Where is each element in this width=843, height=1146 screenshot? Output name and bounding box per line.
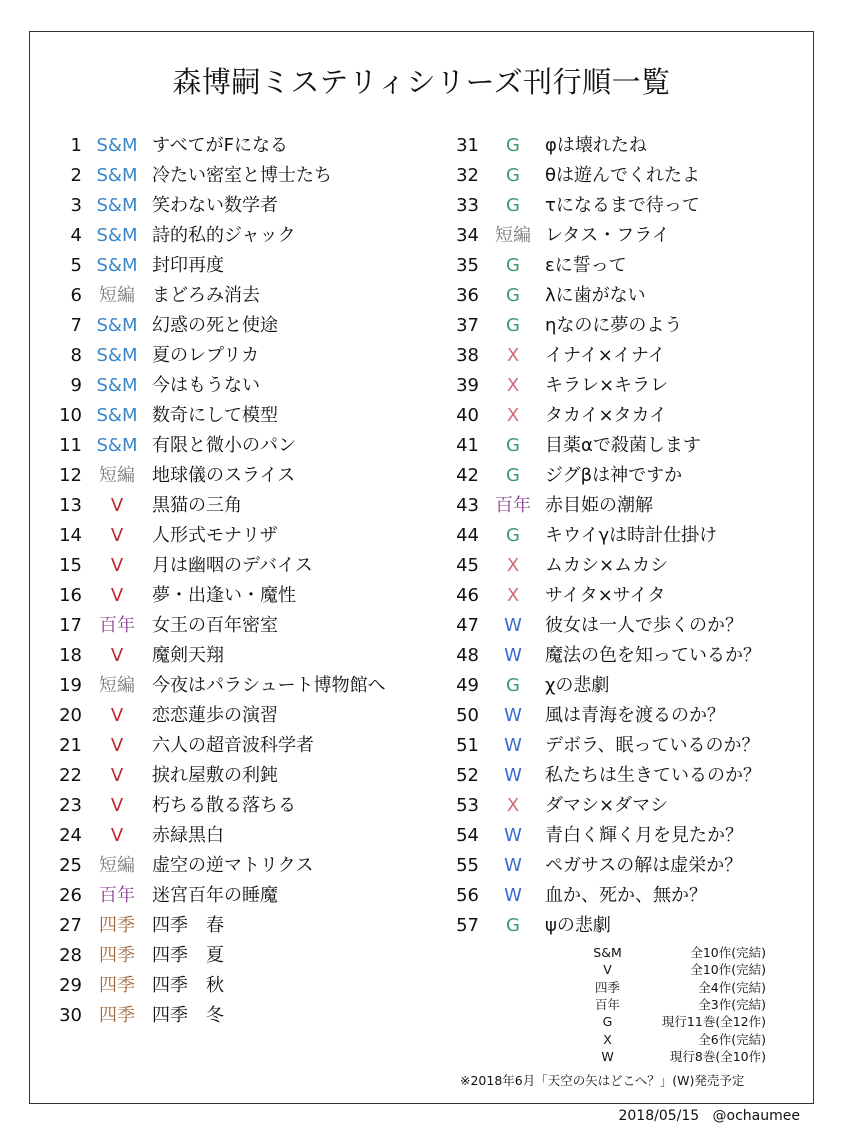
book-number: 24 bbox=[59, 825, 82, 846]
book-series: W bbox=[504, 705, 522, 726]
book-series: G bbox=[506, 675, 520, 696]
book-number: 25 bbox=[59, 855, 82, 876]
book-row bbox=[50, 281, 400, 311]
book-title: 青白く輝く月を見たか？ bbox=[545, 825, 743, 846]
legend-series: X bbox=[603, 1031, 612, 1047]
book-row bbox=[50, 401, 400, 431]
book-series: W bbox=[504, 855, 522, 876]
book-row bbox=[50, 131, 400, 161]
book-series: V bbox=[110, 495, 124, 516]
book-row bbox=[447, 911, 797, 941]
book-number: 40 bbox=[456, 405, 479, 426]
legend-row bbox=[560, 1031, 775, 1048]
legend-row bbox=[560, 996, 775, 1013]
book-row bbox=[50, 911, 400, 941]
book-series: 四季 bbox=[99, 1005, 135, 1026]
book-row bbox=[447, 821, 797, 851]
book-number: 5 bbox=[70, 255, 82, 276]
book-row bbox=[447, 731, 797, 761]
book-title: 朽ちる散る落ちる bbox=[152, 795, 296, 816]
book-number: 26 bbox=[59, 885, 82, 906]
book-series: W bbox=[504, 765, 522, 786]
book-row bbox=[447, 881, 797, 911]
book-number: 56 bbox=[456, 885, 479, 906]
legend-row bbox=[560, 961, 775, 978]
book-row bbox=[50, 611, 400, 641]
book-series: G bbox=[506, 255, 520, 276]
book-series: X bbox=[506, 345, 520, 366]
book-number: 54 bbox=[456, 825, 479, 846]
book-series: S&M bbox=[96, 255, 138, 276]
book-row bbox=[50, 221, 400, 251]
book-row bbox=[447, 131, 797, 161]
book-series: 短編 bbox=[495, 225, 531, 246]
book-title: λに歯がない bbox=[545, 285, 646, 306]
book-number: 13 bbox=[59, 495, 82, 516]
book-row bbox=[447, 641, 797, 671]
book-title: サイタ×サイタ bbox=[545, 585, 666, 606]
book-row bbox=[447, 221, 797, 251]
book-number: 52 bbox=[456, 765, 479, 786]
book-title: 魔法の色を知っているか？ bbox=[545, 645, 761, 666]
book-series: X bbox=[506, 585, 520, 606]
legend-status: 全10作(完結) bbox=[690, 945, 766, 960]
book-title: すべてがFになる bbox=[152, 135, 288, 156]
book-title: 赤目姫の潮解 bbox=[545, 495, 653, 516]
book-series: W bbox=[504, 825, 522, 846]
book-series: W bbox=[504, 615, 522, 636]
book-title: χの悲劇 bbox=[545, 675, 610, 696]
legend-series: G bbox=[602, 1014, 613, 1030]
book-row bbox=[447, 521, 797, 551]
book-title: 捩れ屋敷の利鈍 bbox=[152, 765, 278, 786]
book-title: ψの悲劇 bbox=[545, 915, 611, 936]
legend-status: 現行8巻(全10作) bbox=[669, 1048, 766, 1064]
book-series: 百年 bbox=[495, 495, 531, 516]
book-number: 30 bbox=[59, 1005, 82, 1026]
legend-series: 百年 bbox=[594, 996, 620, 1012]
book-row bbox=[50, 941, 400, 971]
legend-status: 現行11巻(全12作) bbox=[661, 1014, 766, 1030]
book-title: 四季 冬 bbox=[152, 1005, 224, 1026]
book-row bbox=[447, 551, 797, 581]
book-row bbox=[50, 191, 400, 221]
book-number: 6 bbox=[70, 285, 82, 306]
book-title: ムカシ×ムカシ bbox=[545, 555, 669, 576]
book-row bbox=[50, 251, 400, 281]
book-number: 8 bbox=[70, 345, 82, 366]
book-row bbox=[50, 971, 400, 1001]
book-number: 49 bbox=[456, 675, 479, 696]
book-row bbox=[50, 671, 400, 701]
book-title: 四季 秋 bbox=[152, 975, 224, 996]
book-number: 38 bbox=[456, 345, 479, 366]
book-series: V bbox=[110, 705, 124, 726]
book-number: 10 bbox=[59, 405, 82, 426]
book-number: 9 bbox=[70, 375, 82, 396]
book-row bbox=[50, 341, 400, 371]
book-series: G bbox=[506, 315, 520, 336]
book-number: 37 bbox=[456, 315, 479, 336]
book-title: 赤緑黒白 bbox=[152, 825, 224, 846]
book-series: X bbox=[506, 375, 520, 396]
book-title: 冷たい密室と博士たち bbox=[152, 165, 332, 186]
book-row bbox=[50, 1001, 400, 1031]
book-series: S&M bbox=[96, 375, 138, 396]
book-title: τになるまで待って bbox=[545, 195, 700, 216]
legend-series: 四季 bbox=[594, 979, 620, 995]
book-row bbox=[447, 401, 797, 431]
book-row bbox=[447, 491, 797, 521]
legend-status: 全10作(完結) bbox=[690, 962, 766, 978]
book-row bbox=[447, 461, 797, 491]
book-number: 19 bbox=[59, 675, 82, 696]
book-series: G bbox=[506, 195, 520, 216]
book-title: ηなのに夢のよう bbox=[545, 315, 683, 336]
book-title: 笑わない数学者 bbox=[152, 195, 278, 216]
book-number: 12 bbox=[59, 465, 82, 486]
book-number: 33 bbox=[456, 195, 479, 216]
book-title: 風は青海を渡るのか？ bbox=[545, 705, 725, 726]
book-title: 四季 夏 bbox=[152, 945, 224, 966]
legend-row bbox=[560, 944, 775, 961]
book-series: V bbox=[110, 795, 124, 816]
book-row bbox=[447, 611, 797, 641]
book-number: 18 bbox=[59, 645, 82, 666]
book-number: 42 bbox=[456, 465, 479, 486]
book-series: S&M bbox=[96, 165, 138, 186]
book-series: 四季 bbox=[99, 915, 135, 936]
book-title: 魔剣天翔 bbox=[152, 645, 224, 666]
legend-status: 全4作(完結) bbox=[698, 979, 766, 995]
book-series: X bbox=[506, 795, 520, 816]
book-series: S&M bbox=[96, 405, 138, 426]
legend-series: V bbox=[603, 962, 612, 978]
book-row bbox=[447, 851, 797, 881]
book-title: 人形式モナリザ bbox=[152, 525, 278, 546]
book-series: G bbox=[506, 285, 520, 306]
book-row bbox=[50, 371, 400, 401]
book-number: 15 bbox=[59, 555, 82, 576]
book-row bbox=[50, 551, 400, 581]
book-row bbox=[50, 731, 400, 761]
book-title: 私たちは生きているのか？ bbox=[545, 765, 761, 786]
book-number: 34 bbox=[456, 225, 479, 246]
book-series: 百年 bbox=[99, 615, 135, 636]
book-number: 51 bbox=[456, 735, 479, 756]
footer-author: @ochaumee bbox=[712, 1108, 800, 1124]
book-series: V bbox=[110, 585, 124, 606]
legend-row bbox=[560, 979, 775, 996]
book-series: S&M bbox=[96, 135, 138, 156]
book-series: S&M bbox=[96, 315, 138, 336]
book-series: G bbox=[506, 915, 520, 936]
book-series: G bbox=[506, 135, 520, 156]
book-title: 封印再度 bbox=[152, 255, 224, 276]
book-row bbox=[447, 191, 797, 221]
book-title: ダマシ×ダマシ bbox=[545, 795, 669, 816]
book-row bbox=[50, 521, 400, 551]
book-row bbox=[447, 761, 797, 791]
footer bbox=[618, 1108, 800, 1124]
book-title: イナイ×イナイ bbox=[545, 345, 666, 366]
book-row bbox=[447, 251, 797, 281]
book-series: V bbox=[110, 735, 124, 756]
book-row bbox=[50, 821, 400, 851]
book-title: ジグβは神ですか bbox=[545, 465, 683, 486]
book-row bbox=[447, 671, 797, 701]
book-series: V bbox=[110, 825, 124, 846]
book-number: 3 bbox=[70, 195, 82, 216]
book-series: W bbox=[504, 735, 522, 756]
book-title: レタス・フライ bbox=[545, 225, 670, 246]
legend-series: S&M bbox=[593, 945, 622, 960]
book-title: φは壊れたね bbox=[545, 135, 647, 156]
book-row bbox=[447, 431, 797, 461]
book-number: 22 bbox=[59, 765, 82, 786]
book-series: V bbox=[110, 765, 124, 786]
book-series: G bbox=[506, 465, 520, 486]
book-title: 幻惑の死と使途 bbox=[152, 315, 278, 336]
legend-status: 全3作(完結) bbox=[698, 996, 766, 1012]
book-number: 36 bbox=[456, 285, 479, 306]
release-note: ※2018年6月「天空の矢はどこへ？」(W)発売予定 bbox=[460, 1073, 745, 1088]
book-title: 詩的私的ジャック bbox=[152, 225, 296, 246]
book-title: デボラ、眠っているのか？ bbox=[545, 735, 760, 756]
book-row bbox=[50, 161, 400, 191]
legend-row bbox=[560, 1048, 775, 1065]
book-number: 39 bbox=[456, 375, 479, 396]
book-series: W bbox=[504, 885, 522, 906]
book-number: 50 bbox=[456, 705, 479, 726]
book-series: V bbox=[110, 555, 124, 576]
book-number: 27 bbox=[59, 915, 82, 936]
book-number: 31 bbox=[456, 135, 479, 156]
book-row bbox=[50, 701, 400, 731]
book-number: 55 bbox=[456, 855, 479, 876]
book-number: 4 bbox=[70, 225, 82, 246]
book-title: 今夜はパラシュート博物館へ bbox=[152, 675, 386, 696]
book-series: V bbox=[110, 525, 124, 546]
book-series: 短編 bbox=[99, 465, 135, 486]
book-series: 短編 bbox=[99, 285, 135, 306]
book-title: 夏のレプリカ bbox=[152, 345, 260, 366]
book-series: 四季 bbox=[99, 975, 135, 996]
book-title: 月は幽咽のデバイス bbox=[152, 555, 313, 576]
book-title: まどろみ消去 bbox=[152, 285, 260, 306]
book-series: S&M bbox=[96, 345, 138, 366]
book-number: 21 bbox=[59, 735, 82, 756]
book-row bbox=[50, 431, 400, 461]
book-row bbox=[50, 581, 400, 611]
book-row bbox=[50, 491, 400, 521]
legend-row bbox=[560, 1013, 775, 1030]
book-row bbox=[447, 341, 797, 371]
book-title: 目薬αで殺菌します bbox=[545, 435, 701, 456]
book-title: 四季 春 bbox=[152, 915, 224, 936]
book-title: 地球儀のスライス bbox=[152, 465, 296, 486]
book-row bbox=[50, 461, 400, 491]
book-series: S&M bbox=[96, 435, 138, 456]
book-title: θは遊んでくれたよ bbox=[545, 165, 701, 186]
book-row bbox=[447, 281, 797, 311]
book-number: 17 bbox=[59, 615, 82, 636]
book-title: 有限と微小のパン bbox=[152, 435, 296, 456]
book-number: 57 bbox=[456, 915, 479, 936]
legend-status: 全6作(完結) bbox=[698, 1031, 766, 1047]
book-number: 20 bbox=[59, 705, 82, 726]
book-number: 16 bbox=[59, 585, 82, 606]
book-series: G bbox=[506, 435, 520, 456]
book-title: 数奇にして模型 bbox=[152, 405, 278, 426]
book-number: 14 bbox=[59, 525, 82, 546]
book-number: 7 bbox=[70, 315, 82, 336]
book-series: G bbox=[506, 525, 520, 546]
book-number: 46 bbox=[456, 585, 479, 606]
book-title: 夢・出逢い・魔性 bbox=[152, 585, 296, 606]
book-number: 1 bbox=[70, 135, 82, 156]
book-title: 黒猫の三角 bbox=[152, 495, 242, 516]
book-series: 短編 bbox=[99, 855, 135, 876]
book-row bbox=[50, 851, 400, 881]
legend-series: W bbox=[601, 1048, 614, 1064]
book-row bbox=[447, 701, 797, 731]
book-title: ペガサスの解は虚栄か？ bbox=[545, 855, 743, 876]
book-row bbox=[447, 371, 797, 401]
book-number: 41 bbox=[456, 435, 479, 456]
book-row bbox=[447, 791, 797, 821]
book-number: 43 bbox=[456, 495, 479, 516]
book-row bbox=[50, 791, 400, 821]
book-row bbox=[447, 581, 797, 611]
book-title: キラレ×キラレ bbox=[545, 375, 669, 396]
book-number: 23 bbox=[59, 795, 82, 816]
book-row bbox=[50, 311, 400, 341]
book-row bbox=[447, 311, 797, 341]
book-series: X bbox=[506, 405, 520, 426]
book-series: V bbox=[110, 645, 124, 666]
book-number: 11 bbox=[59, 435, 82, 456]
book-number: 29 bbox=[59, 975, 82, 996]
book-title: 六人の超音波科学者 bbox=[152, 735, 314, 756]
book-title: εに誓って bbox=[545, 255, 627, 276]
book-series: 短編 bbox=[99, 675, 135, 696]
book-series: G bbox=[506, 165, 520, 186]
book-number: 48 bbox=[456, 645, 479, 666]
book-number: 32 bbox=[456, 165, 479, 186]
book-series: S&M bbox=[96, 195, 138, 216]
book-number: 2 bbox=[70, 165, 82, 186]
book-number: 47 bbox=[456, 615, 479, 636]
book-number: 53 bbox=[456, 795, 479, 816]
book-number: 45 bbox=[456, 555, 479, 576]
book-series: X bbox=[506, 555, 520, 576]
book-title: 恋恋蓮歩の演習 bbox=[152, 705, 278, 726]
book-number: 28 bbox=[59, 945, 82, 966]
book-title: タカイ×タカイ bbox=[545, 405, 668, 426]
page-title: 森博嗣ミステリィシリーズ刊行順一覧 bbox=[172, 65, 671, 99]
book-series: S&M bbox=[96, 225, 138, 246]
book-row bbox=[50, 641, 400, 671]
book-series: W bbox=[504, 645, 522, 666]
book-title: 女王の百年密室 bbox=[152, 615, 278, 636]
book-title: 彼女は一人で歩くのか？ bbox=[545, 615, 743, 636]
book-number: 35 bbox=[456, 255, 479, 276]
book-row bbox=[50, 881, 400, 911]
book-title: 今はもうない bbox=[152, 375, 260, 396]
book-number: 44 bbox=[456, 525, 479, 546]
book-series: 百年 bbox=[99, 885, 135, 906]
footer-date: 2018/05/15 bbox=[618, 1108, 700, 1124]
book-series: 四季 bbox=[99, 945, 135, 966]
book-row bbox=[50, 761, 400, 791]
book-title: 迷宮百年の睡魔 bbox=[152, 885, 278, 906]
book-title: 血か、死か、無か？ bbox=[545, 885, 707, 906]
book-row bbox=[447, 161, 797, 191]
book-title: 虚空の逆マトリクス bbox=[152, 855, 314, 876]
book-title: キウイγは時計仕掛け bbox=[545, 525, 718, 546]
